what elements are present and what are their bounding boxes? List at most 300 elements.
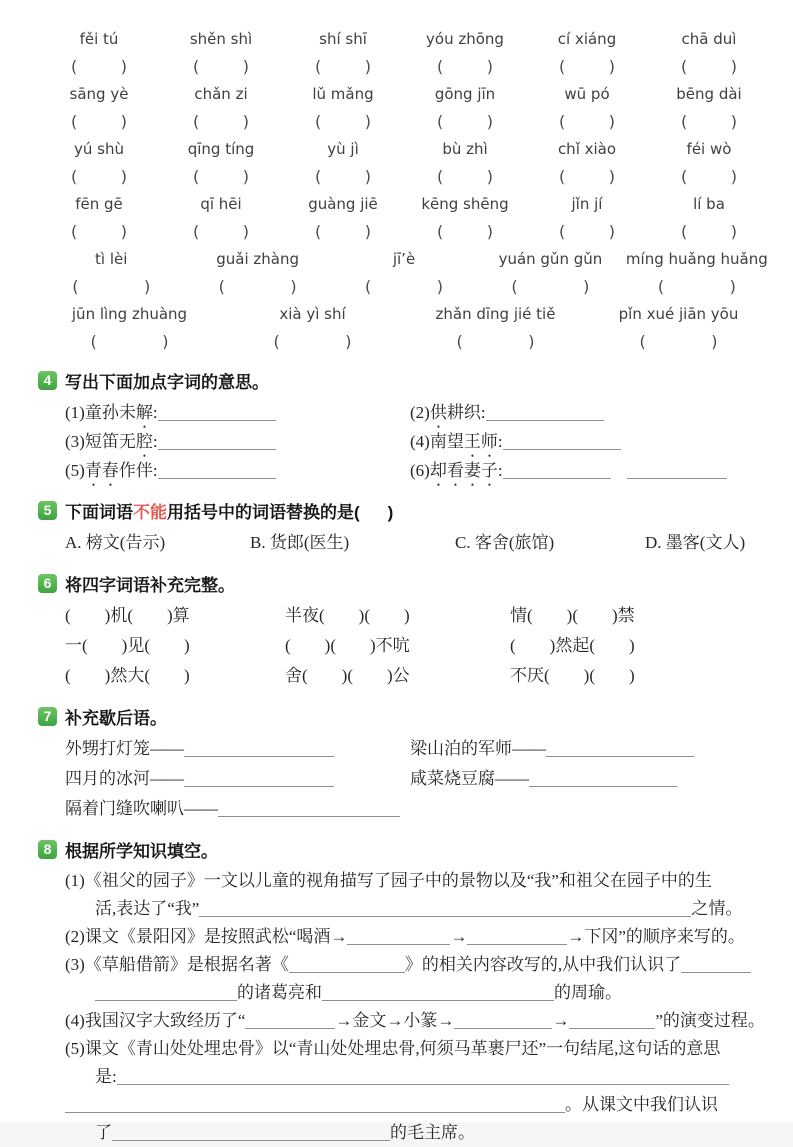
pinyin-item <box>526 136 648 190</box>
answer-blank[interactable] <box>95 985 237 1001</box>
close-paren: ) <box>364 56 371 76</box>
text-run: 。从课文中我们认识 <box>565 1095 718 1114</box>
section-number-badge: 7 <box>38 707 57 726</box>
text-run: 咸菜烧豆腐—— <box>410 769 529 788</box>
fill-line <box>65 1035 770 1063</box>
meaning-item <box>65 398 410 427</box>
pinyin-item <box>648 191 770 245</box>
close-paren: ) <box>364 221 371 241</box>
pinyin-item <box>38 246 184 300</box>
meaning-item <box>65 456 410 485</box>
pinyin-text: fēn gē <box>75 195 123 213</box>
close-paren: ) <box>528 331 535 351</box>
pinyin-item <box>526 191 648 245</box>
answer-blank[interactable] <box>347 929 450 945</box>
meaning-item <box>410 398 770 427</box>
pinyin-text: bēng dài <box>676 85 742 103</box>
text-run: 耕织: <box>446 403 486 422</box>
pinyin-text: yù jì <box>327 140 359 158</box>
text-run: ) <box>387 502 394 522</box>
text-run: 的诸葛亮和 <box>237 983 322 1002</box>
fill-item <box>65 951 770 1007</box>
section-title <box>65 498 393 523</box>
pinyin-text: lǔ mǎng <box>312 85 374 103</box>
answer-parens[interactable] <box>91 327 169 355</box>
close-paren: ) <box>730 166 737 186</box>
text-run: 下面词语 <box>65 502 133 522</box>
xiehouyu-item <box>65 764 410 794</box>
pinyin-text: yú shù <box>74 140 124 158</box>
pinyin-text: féi wò <box>686 140 732 158</box>
pinyin-item <box>160 26 282 80</box>
open-paren: ( <box>559 221 566 241</box>
text-run: 外甥打灯笼—— <box>65 739 184 758</box>
idiom-cell[interactable]: ( )( )不吭 <box>285 636 410 655</box>
text-run: (3)《草船借箭》是根据名著《 <box>65 955 289 974</box>
answer-parens[interactable] <box>71 217 127 245</box>
text-run: (6) <box>410 461 430 480</box>
text-run: : <box>497 432 503 451</box>
close-paren: ) <box>608 56 615 76</box>
open-paren: ( <box>71 56 78 76</box>
pinyin-text: jūn lìng zhuàng <box>71 305 188 323</box>
choice-option: D. 墨客(文人) <box>645 533 746 552</box>
answer-blank[interactable] <box>627 463 727 479</box>
answer-blank[interactable] <box>158 405 276 421</box>
text-run: 隔着门缝吹喇叭—— <box>65 799 218 818</box>
question-sections <box>38 367 770 1147</box>
pinyin-text: yóu zhōng <box>426 30 504 48</box>
close-paren: ) <box>486 56 493 76</box>
answer-blank[interactable] <box>289 957 405 973</box>
answer-parens[interactable] <box>511 272 589 300</box>
pinyin-row <box>38 26 770 80</box>
answer-parens[interactable] <box>681 52 737 80</box>
close-paren: ) <box>486 221 493 241</box>
text-run: →下冈”的顺序来写的。 <box>567 927 745 946</box>
open-paren: ( <box>315 221 322 241</box>
answer-blank[interactable] <box>322 985 554 1001</box>
section-header <box>38 703 770 729</box>
answer-parens[interactable] <box>559 52 615 80</box>
pinyin-item <box>648 81 770 135</box>
answer-parens[interactable] <box>193 162 249 190</box>
idiom-cell[interactable]: ( )然起( ) <box>510 636 635 655</box>
xiehouyu-grid <box>65 734 770 824</box>
answer-blank[interactable] <box>245 1013 335 1029</box>
open-paren: ( <box>273 331 280 351</box>
text-run: 了 <box>95 1123 112 1142</box>
pinyin-text: kēng shēng <box>421 195 509 213</box>
text-run: 梁山泊的军师—— <box>410 739 546 758</box>
pinyin-item <box>160 136 282 190</box>
open-paren: ( <box>511 276 518 296</box>
close-paren: ) <box>364 111 371 131</box>
pinyin-text: fěi tú <box>79 30 119 48</box>
text-run: 的周瑜。 <box>554 983 622 1002</box>
close-paren: ) <box>729 276 736 296</box>
pinyin-text: jī’è <box>392 250 416 268</box>
idiom-cell[interactable]: ( )机( )算 <box>65 606 190 625</box>
open-paren: ( <box>315 56 322 76</box>
answer-blank[interactable] <box>569 1013 655 1029</box>
emphasized-dotted-text: 供 <box>429 403 447 422</box>
text-run: ”的演变过程。 <box>655 1011 765 1030</box>
pinyin-item <box>38 136 160 190</box>
close-paren: ) <box>120 111 127 131</box>
answer-parens[interactable] <box>681 107 737 135</box>
answer-parens[interactable] <box>274 327 352 355</box>
pinyin-text: lí ba <box>693 195 725 213</box>
answer-parens[interactable] <box>71 162 127 190</box>
answer-blank[interactable] <box>199 901 691 917</box>
section-body <box>38 734 770 824</box>
fill-line <box>65 951 770 979</box>
emphasized-dotted-text: 王师 <box>463 432 498 451</box>
close-paren: ) <box>120 166 127 186</box>
pinyin-text: guàng jiē <box>308 195 378 213</box>
pinyin-text: jǐn jí <box>571 195 603 213</box>
open-paren: ( <box>315 111 322 131</box>
close-paren: ) <box>486 166 493 186</box>
answer-blank[interactable] <box>529 771 677 787</box>
close-paren: ) <box>345 331 352 351</box>
close-paren: ) <box>608 166 615 186</box>
meaning-grid <box>65 398 770 485</box>
fill-line <box>65 1119 770 1147</box>
text-run: 四月的冰河—— <box>65 769 184 788</box>
close-paren: ) <box>143 276 151 296</box>
pinyin-text: chā duì <box>681 30 737 48</box>
close-paren: ) <box>242 166 249 186</box>
open-paren: ( <box>639 331 646 351</box>
pinyin-text: cí xiáng <box>557 30 617 48</box>
close-paren: ) <box>242 111 249 131</box>
open-paren: ( <box>559 111 566 131</box>
answer-blank[interactable] <box>158 463 276 479</box>
open-paren: ( <box>437 111 444 131</box>
section-title: 补充歇后语。 <box>65 708 167 728</box>
answer-parens[interactable] <box>457 327 535 355</box>
section-body <box>38 867 770 1147</box>
pinyin-item <box>526 81 648 135</box>
answer-blank[interactable] <box>218 801 400 817</box>
pinyin-item <box>526 26 648 80</box>
pinyin-item <box>404 301 587 355</box>
open-paren: ( <box>365 276 372 296</box>
open-paren: ( <box>681 111 688 131</box>
text-run: 是: <box>95 1067 117 1086</box>
fill-item <box>65 1035 770 1147</box>
text-run: (4)我国汉字大致经历了“ <box>65 1011 246 1030</box>
pinyin-item <box>38 81 160 135</box>
open-paren: ( <box>681 221 688 241</box>
section-body <box>38 398 770 485</box>
text-run: : <box>497 461 503 480</box>
close-paren: ) <box>711 331 718 351</box>
xiehouyu-item <box>65 794 410 824</box>
close-paren: ) <box>730 111 737 131</box>
answer-parens[interactable] <box>437 217 493 245</box>
section-body <box>38 601 770 691</box>
answer-parens[interactable] <box>315 107 371 135</box>
text-run: → <box>552 1011 570 1030</box>
answer-parens[interactable] <box>72 272 150 300</box>
open-paren: ( <box>193 166 200 186</box>
open-paren: ( <box>193 221 200 241</box>
section-title: 根据所学知识填空。 <box>65 841 218 861</box>
idiom-cell[interactable]: 一( )见( ) <box>65 636 190 655</box>
pinyin-item <box>184 246 330 300</box>
answer-blank[interactable] <box>184 741 334 757</box>
fill-item <box>65 923 770 951</box>
pinyin-exercise-block <box>38 26 770 355</box>
close-paren: ) <box>486 111 493 131</box>
fill-line <box>65 1091 770 1119</box>
close-paren: ) <box>242 56 249 76</box>
fill-line <box>65 895 770 923</box>
answer-blank[interactable] <box>184 771 334 787</box>
pinyin-item <box>38 301 221 355</box>
section-header <box>38 497 770 523</box>
xiehouyu-item <box>410 764 770 794</box>
answer-parens[interactable] <box>315 217 371 245</box>
meaning-item <box>65 427 410 456</box>
open-paren: ( <box>437 221 444 241</box>
answer-blank[interactable] <box>112 1125 390 1141</box>
highlighted-red-text: 不能 <box>133 502 167 522</box>
open-paren: ( <box>559 166 566 186</box>
emphasized-dotted-text: 青春 <box>84 461 119 480</box>
answer-parens[interactable] <box>437 162 493 190</box>
section-5 <box>38 497 770 558</box>
text-run: → <box>450 927 468 946</box>
open-paren: ( <box>681 56 688 76</box>
pinyin-text: shí shī <box>319 30 367 48</box>
text-run: 作伴: <box>118 461 158 480</box>
text-run: : <box>152 403 158 422</box>
close-paren: ) <box>120 56 127 76</box>
pinyin-text: chǎn zi <box>194 85 248 103</box>
answer-parens[interactable] <box>193 217 249 245</box>
text-run: 活,表达了“我” <box>95 899 200 918</box>
pinyin-text: chǐ xiào <box>557 140 617 158</box>
section-title: 写出下面加点字词的意思。 <box>65 372 269 392</box>
pinyin-item <box>38 191 160 245</box>
pinyin-item <box>282 191 404 245</box>
text-run: (4)南望 <box>410 432 464 451</box>
close-paren: ) <box>608 111 615 131</box>
section-number-badge: 8 <box>38 840 57 859</box>
answer-blank[interactable] <box>503 463 611 479</box>
idiom-cell[interactable]: 舍( )( )公 <box>285 666 410 685</box>
pinyin-text: míng huǎng huǎng <box>625 250 768 268</box>
emphasized-dotted-text: 腔 <box>135 432 153 451</box>
pinyin-item <box>282 81 404 135</box>
text-run: : <box>152 432 158 451</box>
pinyin-text: xià yì shí <box>279 305 346 323</box>
pinyin-text: sāng yè <box>69 85 129 103</box>
close-paren: ) <box>120 221 127 241</box>
pinyin-item <box>221 301 404 355</box>
idiom-cell[interactable]: 不厌( )( ) <box>510 666 635 685</box>
answer-parens[interactable] <box>681 162 737 190</box>
text-run: 的毛主席。 <box>390 1123 475 1142</box>
answer-parens[interactable] <box>658 272 736 300</box>
text-run: 之情。 <box>691 899 743 918</box>
answer-blank[interactable] <box>467 929 567 945</box>
section-7 <box>38 703 770 824</box>
close-paren: ) <box>242 221 249 241</box>
pinyin-item <box>331 246 477 300</box>
close-paren: ) <box>583 276 590 296</box>
section-6 <box>38 570 770 691</box>
section-header <box>38 570 770 596</box>
open-paren: ( <box>315 166 322 186</box>
section-number-badge: 4 <box>38 371 57 390</box>
text-run: 》的相关内容改写的,从中我们认识了 <box>404 955 682 974</box>
pinyin-item <box>282 26 404 80</box>
fill-line <box>65 867 770 895</box>
section-header <box>38 367 770 393</box>
answer-parens[interactable] <box>437 52 493 80</box>
section-number-badge: 6 <box>38 574 57 593</box>
pinyin-text: wū pó <box>564 85 610 103</box>
pinyin-item <box>404 191 526 245</box>
section-number-badge: 5 <box>38 501 57 520</box>
answer-parens[interactable] <box>559 107 615 135</box>
text-run: 用括号中的词语替换的是( <box>167 502 360 522</box>
open-paren: ( <box>218 276 225 296</box>
answer-blank[interactable] <box>546 741 694 757</box>
close-paren: ) <box>730 221 737 241</box>
close-paren: ) <box>436 276 444 296</box>
fill-item <box>65 1007 770 1035</box>
fill-item <box>65 867 770 923</box>
fill-line <box>65 979 770 1007</box>
open-paren: ( <box>71 166 78 186</box>
pinyin-item <box>404 81 526 135</box>
answer-parens[interactable] <box>315 162 371 190</box>
pinyin-item <box>282 136 404 190</box>
text-run: →金文→小篆→ <box>335 1011 455 1030</box>
section-header <box>38 836 770 862</box>
close-paren: ) <box>290 276 297 296</box>
answer-parens[interactable] <box>193 52 249 80</box>
open-paren: ( <box>456 331 463 351</box>
idiom-cell[interactable]: ( )然大( ) <box>65 666 190 685</box>
pinyin-text: pǐn xué jiān yōu <box>618 305 739 323</box>
fill-line <box>65 1007 770 1035</box>
open-paren: ( <box>71 221 78 241</box>
answer-parens[interactable] <box>681 217 737 245</box>
answer-blank[interactable] <box>158 434 276 450</box>
open-paren: ( <box>437 56 444 76</box>
open-paren: ( <box>72 276 79 296</box>
answer-parens[interactable] <box>193 107 249 135</box>
choice-option: B. 货郎(医生) <box>250 533 350 552</box>
answer-parens[interactable] <box>71 107 127 135</box>
open-paren: ( <box>681 166 688 186</box>
answer-blank[interactable] <box>117 1069 729 1085</box>
pinyin-item <box>404 136 526 190</box>
answer-parens[interactable] <box>559 162 615 190</box>
pinyin-text: shěn shì <box>189 30 253 48</box>
answer-parens[interactable] <box>219 272 297 300</box>
answer-parens[interactable] <box>71 52 127 80</box>
pinyin-text: qīng tíng <box>187 140 255 158</box>
pinyin-item <box>648 136 770 190</box>
section-title: 将四字词语补充完整。 <box>65 575 235 595</box>
open-paren: ( <box>657 276 665 296</box>
answer-blank[interactable] <box>65 1097 565 1113</box>
fill-line <box>65 923 770 951</box>
pinyin-row <box>38 246 770 300</box>
choice-options <box>65 528 770 558</box>
meaning-item <box>410 456 770 485</box>
answer-parens[interactable] <box>365 272 443 300</box>
answer-parens[interactable] <box>559 217 615 245</box>
text-run: (1)童孙未 <box>65 403 136 422</box>
answer-parens[interactable] <box>437 107 493 135</box>
text-run: (5)课文《青山处处埋忠骨》以“青山处处埋忠骨,何须马革裹尸还”一句结尾,这句话的意思 <box>65 1039 721 1058</box>
section-4 <box>38 367 770 485</box>
pinyin-row <box>38 191 770 245</box>
open-paren: ( <box>71 111 78 131</box>
open-paren: ( <box>559 56 566 76</box>
close-paren: ) <box>608 221 615 241</box>
text-run: (2)课文《景阳冈》是按照武松“喝酒→ <box>65 927 348 946</box>
open-paren: ( <box>193 111 200 131</box>
open-paren: ( <box>437 166 444 186</box>
pinyin-item <box>648 26 770 80</box>
xiehouyu-item <box>410 734 770 764</box>
pinyin-row <box>38 81 770 135</box>
text-run: (2) <box>410 403 430 422</box>
idiom-grid <box>65 601 770 691</box>
answer-blank[interactable] <box>503 434 621 450</box>
pinyin-text: zhǎn dīng jié tiě <box>435 305 556 323</box>
answer-blank[interactable] <box>486 405 604 421</box>
text-run: (1)《祖父的园子》一文以儿童的视角描写了园子中的景物以及“我”和祖父在园子中的生 <box>65 871 712 890</box>
pinyin-row <box>38 301 770 355</box>
pinyin-text: qī hēi <box>200 195 242 213</box>
answer-parens[interactable] <box>315 52 371 80</box>
choice-option: C. 客舍(旅馆) <box>455 533 555 552</box>
answer-parens[interactable] <box>640 327 718 355</box>
pinyin-item <box>160 191 282 245</box>
idiom-cell[interactable]: 半夜( )( ) <box>285 606 410 625</box>
open-paren: ( <box>193 56 200 76</box>
answer-blank[interactable] <box>681 957 751 973</box>
pinyin-text: bù zhì <box>442 140 488 158</box>
pinyin-text: guǎi zhàng <box>216 250 299 268</box>
pinyin-item <box>38 26 160 80</box>
idiom-cell[interactable]: 情( )( )禁 <box>510 606 635 625</box>
close-paren: ) <box>730 56 737 76</box>
open-paren: ( <box>90 331 97 351</box>
text-run: (3)短笛无 <box>65 432 136 451</box>
text-run: (5) <box>65 461 85 480</box>
xiehouyu-item <box>65 734 410 764</box>
answer-blank[interactable] <box>454 1013 552 1029</box>
pinyin-item <box>404 26 526 80</box>
pinyin-text: tì lèi <box>95 250 128 268</box>
pinyin-row <box>38 136 770 190</box>
pinyin-item <box>160 81 282 135</box>
fill-line <box>65 1063 770 1091</box>
pinyin-item <box>477 246 623 300</box>
